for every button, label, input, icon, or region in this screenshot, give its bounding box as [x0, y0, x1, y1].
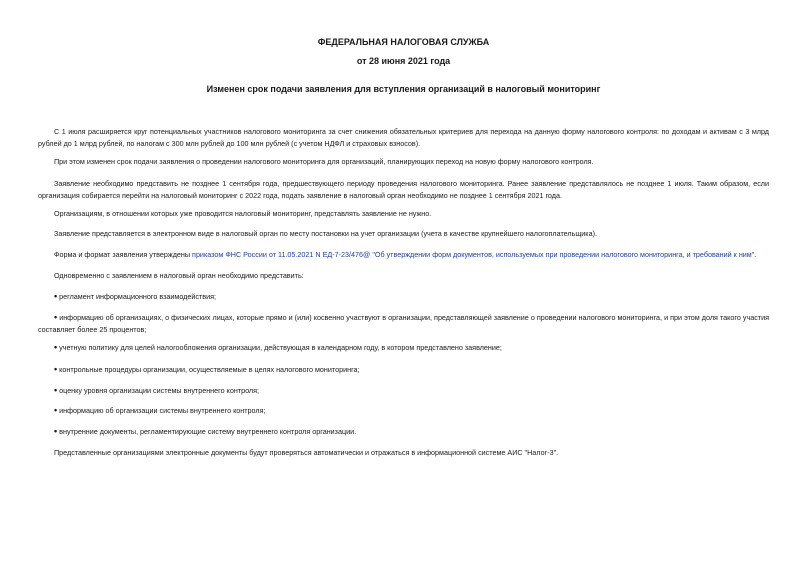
bullet-icon: • [54, 405, 58, 415]
bullet-icon: • [54, 385, 58, 395]
list-item [38, 385, 769, 397]
paragraph-existing: Организациям, в отношении которых уже проводится налоговый мониторинг, представлять заявление не нужно. [54, 209, 432, 218]
form-approval-suffix: . [754, 250, 757, 259]
paragraph-electronic: Заявление представляется в электронном виде в налоговый орган по месту постановки на учет организации (учета в качестве крупнейшего налогоплательщика). [54, 229, 597, 238]
bullet-text: контрольные процедуры организации, осуществляемые в целях налогового мониторинга; [59, 365, 360, 374]
bullet-text: информацию об организации системы внутреннего контроля; [59, 406, 266, 415]
paragraph-deadline: Заявление необходимо представить не позднее 1 сентября года, предшествующего периоду проведения налогового мониторинга. Ранее заявление представлялось не позднее 1 июля. Таким образом, если организация собирается перейти на налоговый мониторинг с 2022 года, подать заявление в налоговый орган необходимо не позднее 1 сентября 2021 года. [38, 179, 769, 200]
bullet-icon: • [54, 342, 58, 352]
list-item [38, 364, 769, 376]
agency-name: ФЕДЕРАЛЬНАЯ НАЛОГОВАЯ СЛУЖБА [317, 37, 490, 47]
list-item [38, 312, 769, 335]
list-item [38, 291, 769, 303]
form-approval-prefix: Форма и формат заявления утверждены [54, 250, 193, 259]
order-link[interactable]: приказом ФНС России от 11.05.2021 N ЕД-7-23/476@ "Об утверждении форм документов, используемых при проведении налогового мониторинга, и требований к ним" [192, 250, 755, 259]
document-date: от 28 июня 2021 года [356, 56, 451, 66]
paragraph-deadline-change: При этом изменен срок подачи заявления о проведении налогового мониторинга для организаций, планирующих переход на новую форму налогового контроля. [54, 157, 594, 166]
list-item [38, 426, 769, 438]
paragraph-form-approval [38, 249, 769, 261]
paragraph-ais-check: Представленные организациями электронные документы будут проверяться автоматически и отражаться в информационной системе АИС "Налог-3". [54, 448, 559, 457]
document-title: Изменен срок подачи заявления для вступления организаций в налоговый мониторинг [206, 84, 601, 94]
bullet-text: внутренние документы, регламентирующие систему внутреннего контроля организации. [59, 427, 357, 436]
bullet-text: оценку уровня организации системы внутреннего контроля; [59, 386, 260, 395]
bullet-text: регламент информационного взаимодействия; [59, 292, 216, 301]
bullet-icon: • [54, 364, 58, 374]
bullet-icon: • [54, 312, 58, 322]
paragraph-criteria: С 1 июля расширяется круг потенциальных участников налогового мониторинга за счет снижения обязательных критериев для перехода на данную форму налогового контроля: по доходам и активам с 3 млрд рублей до 1 млрд рублей, по налогам с 300 млн рублей до 100 млн рублей (с учетом НДФЛ и страховых взносов). [38, 127, 769, 148]
bullet-text: информацию об организациях, о физических лицах, которые прямо и (или) косвенно участвуют в организации, представляющей заявление о проведении налогового мониторинга, и при этом доля такого участия составляет более 25 процентов; [38, 313, 769, 334]
bullet-icon: • [54, 426, 58, 436]
paragraph-also-submit: Одновременно с заявлением в налоговый орган необходимо представить: [54, 271, 304, 280]
list-item [38, 342, 769, 354]
bullet-icon: • [54, 291, 58, 301]
bullet-text: учетную политику для целей налогообложения организации, действующая в календарном году, в котором представлено заявление; [59, 343, 502, 352]
list-item [38, 405, 769, 417]
